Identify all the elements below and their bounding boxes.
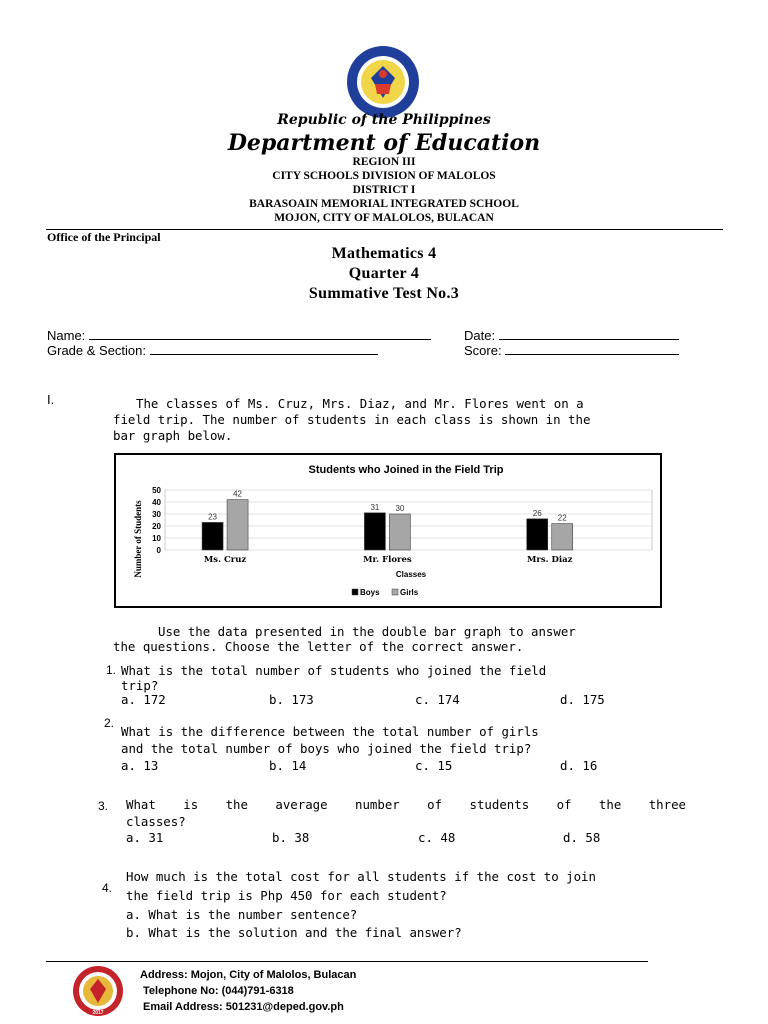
question-3-choice-b[interactable]: b. 38 [272, 830, 310, 845]
bar-girls [552, 524, 573, 550]
date-field[interactable] [464, 328, 679, 343]
chart-title: Students who Joined in the Field Trip [308, 464, 504, 476]
score-field[interactable] [464, 343, 679, 358]
question-3-line-2: classes? [126, 814, 186, 829]
bar-value-label: 22 [557, 513, 567, 523]
bar-value-label: 30 [395, 504, 405, 513]
x-tick-label: Mrs. Diaz [526, 555, 573, 565]
legend-label-boys: Boys [360, 588, 380, 597]
footer-telephone: Telephone No: (044)791-6318 [143, 985, 294, 997]
question-2-line-1: What is the difference between the total number of girls [121, 724, 539, 739]
republic-line: Republic of the Philippines [277, 112, 491, 128]
bar-girls [227, 500, 248, 550]
bar-value-label: 26 [532, 508, 542, 518]
y-tick-label: 10 [152, 534, 161, 543]
question-4-subpart-a: a. What is the number sentence? [126, 907, 358, 922]
y-tick-label: 50 [152, 486, 161, 495]
bar-value-label: 23 [208, 512, 218, 522]
region-line: REGION III [352, 156, 416, 168]
legend-swatch-girls [392, 589, 398, 595]
legend-label-girls: Girls [400, 588, 419, 597]
y-tick-label: 30 [152, 510, 161, 519]
grade-section-field[interactable] [47, 343, 378, 358]
bar-boys [202, 522, 223, 550]
bar-girls [389, 514, 410, 550]
question-1-choice-b[interactable]: b. 173 [269, 692, 314, 707]
question-2-line-2: and the total number of boys who joined the field trip? [121, 741, 532, 756]
question-1-line-1: What is the total number of students who joined the field [121, 663, 547, 678]
question-3-number: 3. [98, 799, 109, 813]
name-blank[interactable] [89, 328, 431, 340]
score-blank[interactable] [505, 343, 679, 355]
name-label: Name: [47, 328, 86, 343]
deped-seal-logo [345, 44, 421, 120]
school-line: BARASOAIN MEMORIAL INTEGRATED SCHOOL [249, 198, 519, 210]
legend-swatch-boys [352, 589, 358, 595]
chart-y-axis-label: Number of Students [133, 500, 143, 578]
test-title: Summative Test No.3 [308, 285, 460, 302]
chart-x-axis-label: Classes [395, 570, 427, 579]
section-numeral: I. [47, 392, 55, 407]
footer-email[interactable]: Email Address: 501231@deped.gov.ph [143, 1001, 344, 1013]
question-2-number: 2. [104, 716, 115, 730]
question-1-choice-c[interactable]: c. 174 [415, 692, 460, 707]
intro-line-1: The classes of Ms. Cruz, Mrs. Diaz, and Mr. Flores went on a [136, 396, 584, 411]
question-2-choice-c[interactable]: c. 15 [415, 758, 453, 773]
instructions-line-2: the questions. Choose the letter of the correct answer. [113, 639, 524, 654]
question-1-line-2: trip? [121, 678, 159, 693]
score-label: Score: [464, 343, 502, 358]
question-3-choice-a[interactable]: a. 31 [126, 830, 164, 845]
y-tick-label: 20 [152, 522, 161, 531]
bar-chart [116, 455, 660, 606]
grade-section-blank[interactable] [150, 343, 378, 355]
date-blank[interactable] [499, 328, 679, 340]
name-field[interactable] [47, 328, 431, 343]
x-tick-label: Ms. Cruz [203, 555, 247, 565]
quarter-title: Quarter 4 [348, 265, 420, 282]
department-title: Department of Education [227, 130, 541, 156]
y-tick-label: 40 [152, 498, 161, 507]
bar-value-label: 31 [370, 502, 380, 512]
district-line: DISTRICT I [352, 184, 416, 196]
question-4-number: 4. [102, 881, 113, 895]
question-1-choice-a[interactable]: a. 172 [121, 692, 166, 707]
bar-value-label: 42 [233, 489, 243, 499]
school-address-line: MOJON, CITY OF MALOLOS, BULACAN [274, 212, 494, 224]
subject-title: Mathematics 4 [331, 245, 437, 262]
bar-boys [364, 513, 385, 550]
chart-frame [114, 453, 662, 608]
intro-line-2: field trip. The number of students in each class is shown in the [113, 412, 591, 427]
question-1-choice-d[interactable]: d. 175 [560, 692, 605, 707]
question-4-subpart-b: b. What is the solution and the final answer? [126, 925, 462, 940]
intro-line-3: bar graph below. [113, 428, 233, 443]
x-tick-label: Mr. Flores [363, 555, 412, 565]
question-2-choice-a[interactable]: a. 13 [121, 758, 159, 773]
office-label: Office of the Principal [47, 230, 161, 244]
date-label: Date: [464, 328, 496, 343]
footer-divider [46, 961, 648, 962]
footer-address: Address: Mojon, City of Malolos, Bulacan [140, 969, 357, 981]
y-tick-label: 0 [156, 546, 161, 555]
question-2-choice-d[interactable]: d. 16 [560, 758, 598, 773]
grade-section-label: Grade & Section: [47, 343, 146, 358]
division-line: CITY SCHOOLS DIVISION OF MALOLOS [272, 170, 496, 182]
question-4-line-2: the field trip is Php 450 for each student? [126, 888, 447, 903]
question-3-line-1: What is the average number of students of the three [126, 797, 686, 812]
question-3-choice-c[interactable]: c. 48 [418, 830, 456, 845]
question-1-number: 1. [106, 663, 117, 677]
bar-boys [527, 519, 548, 550]
instructions-line-1: Use the data presented in the double bar graph to answer [158, 624, 576, 639]
question-2-choice-b[interactable]: b. 14 [269, 758, 307, 773]
school-logo-year: 2017 [92, 1010, 104, 1016]
school-logo [72, 965, 124, 1017]
question-3-choice-d[interactable]: d. 58 [563, 830, 601, 845]
question-4-line-1: How much is the total cost for all students if the cost to join [126, 869, 596, 884]
